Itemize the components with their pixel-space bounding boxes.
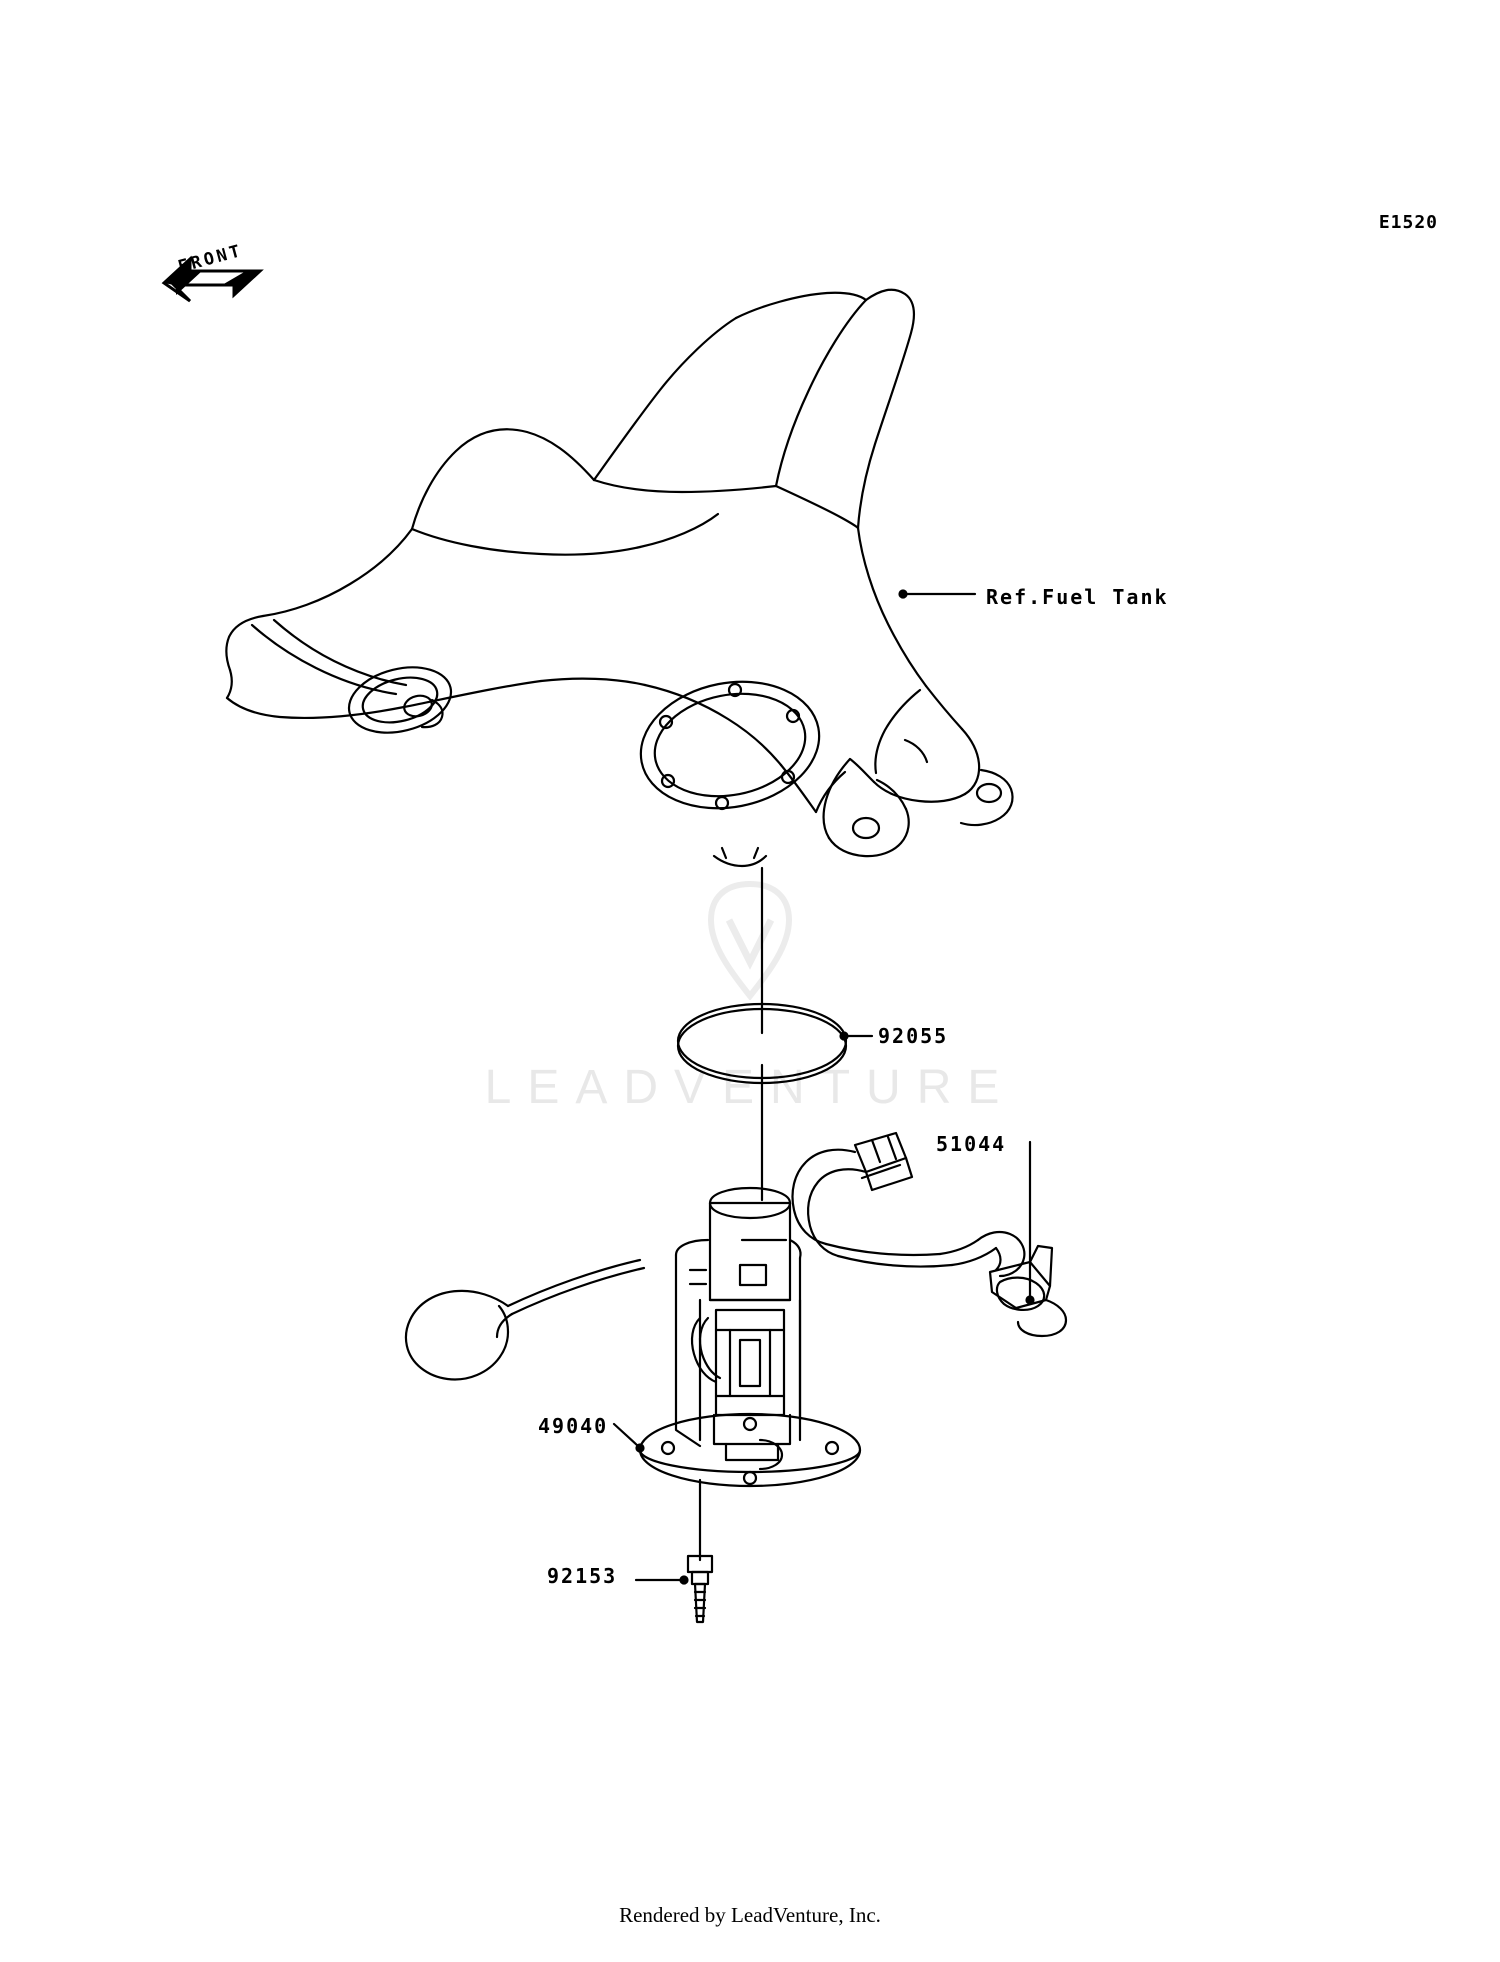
leader-49040 — [614, 1424, 638, 1446]
diagram-code: E1520 — [1378, 212, 1438, 233]
fuel-pump-art — [406, 1188, 860, 1486]
callout-49040: 49040 — [538, 1414, 609, 1438]
front-badge-label: FRONT — [176, 240, 246, 278]
callout-92055: 92055 — [878, 1024, 949, 1048]
watermark-text: LEADVENTURE — [484, 1061, 1016, 1114]
callout-92153: 92153 — [547, 1564, 618, 1588]
callout-ref-fuel-tank: Ref.Fuel Tank — [986, 585, 1169, 609]
fuel-hose-art — [793, 1133, 1067, 1336]
o-ring-art — [678, 1004, 846, 1083]
footer-credit: Rendered by LeadVenture, Inc. — [619, 1903, 881, 1927]
bolt-art — [688, 1556, 712, 1622]
callout-51044: 51044 — [936, 1132, 1007, 1156]
watermark-logo-icon — [705, 880, 795, 1000]
fuel-tank-art — [226, 290, 1012, 866]
front-arrow-icon — [160, 245, 265, 320]
